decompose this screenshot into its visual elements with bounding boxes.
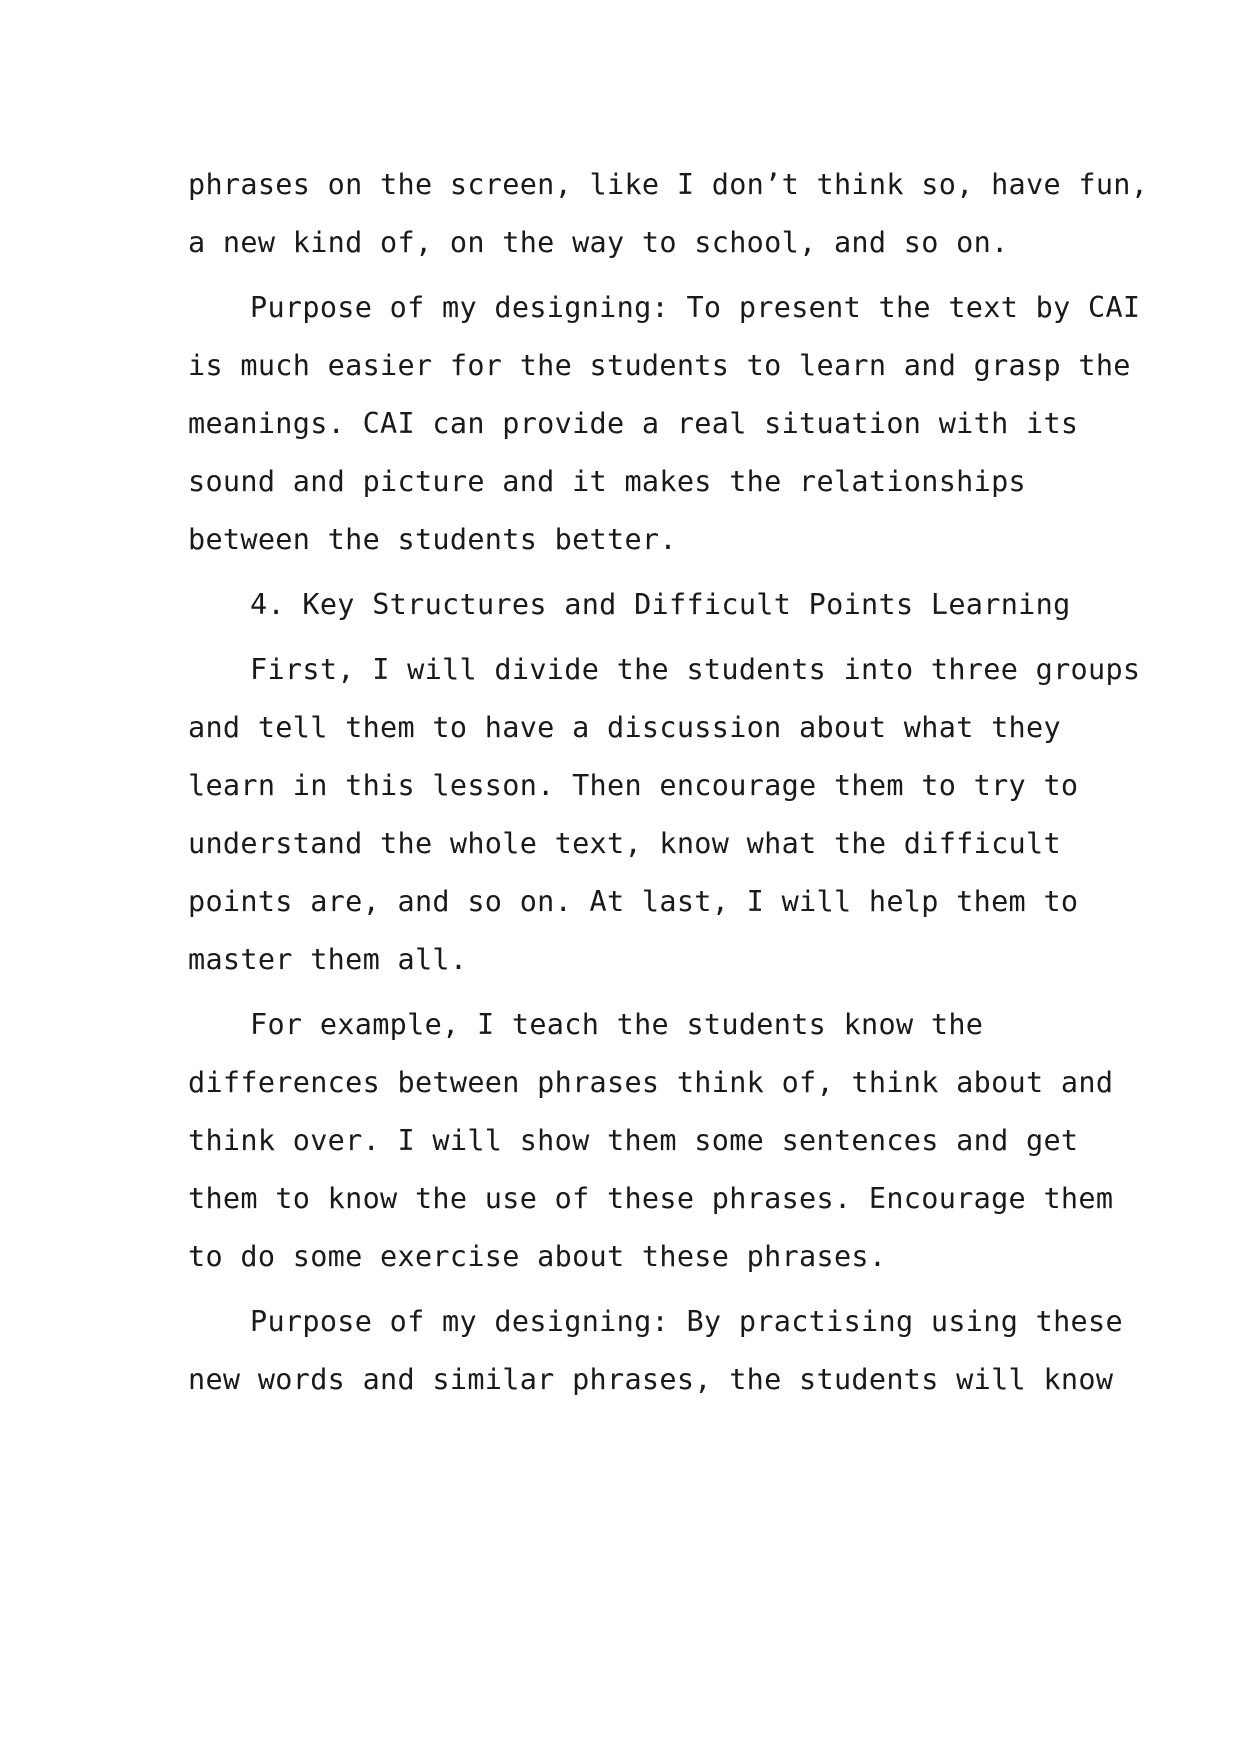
text-line: points are, and so on. At last, I will help them to [188, 885, 1079, 918]
text-line: is much easier for the students to learn and grasp the [188, 349, 1131, 382]
paragraph-first-line: For example, I teach the students know the [250, 1008, 984, 1041]
text-line: understand the whole text, know what the difficult [188, 827, 1061, 860]
text-line: and tell them to have a discussion about what they [188, 711, 1061, 744]
paragraph-first-line: Purpose of my designing: By practising using these [250, 1305, 1123, 1338]
text-line: master them all. [188, 943, 468, 976]
text-line: learn in this lesson. Then encourage them to try to [188, 769, 1079, 802]
text-line: phrases on the screen, like I don’t think so, have fun, [188, 168, 1149, 201]
paragraph-first-line: First, I will divide the students into three groups [250, 653, 1141, 686]
text-line: meanings. CAI can provide a real situation with its [188, 407, 1079, 440]
section-heading: 4. Key Structures and Difficult Points Learning [250, 588, 1071, 621]
text-line: new words and similar phrases, the students will know [188, 1363, 1114, 1396]
text-line: differences between phrases think of, think about and [188, 1066, 1114, 1099]
text-line: think over. I will show them some sentences and get [188, 1124, 1079, 1157]
text-line: sound and picture and it makes the relationships [188, 465, 1027, 498]
text-line: to do some exercise about these phrases. [188, 1240, 887, 1273]
paragraph-first-line: Purpose of my designing: To present the text by CAI [250, 291, 1141, 324]
text-line: a new kind of, on the way to school, and so on. [188, 226, 1009, 259]
text-line: between the students better. [188, 523, 677, 556]
text-line: them to know the use of these phrases. Encourage them [188, 1182, 1114, 1215]
